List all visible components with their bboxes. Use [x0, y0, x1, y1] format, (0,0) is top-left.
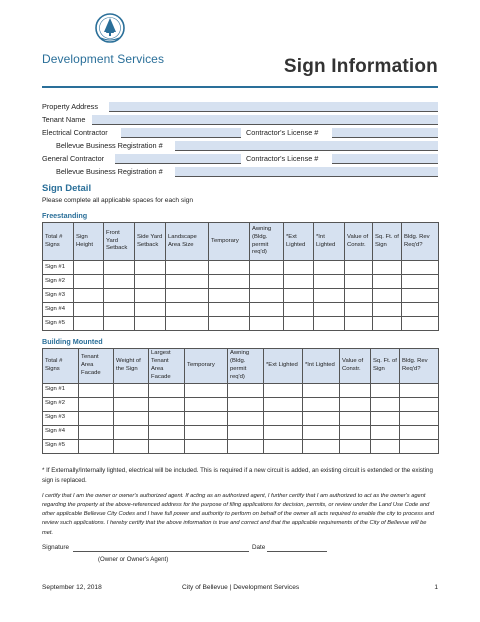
table-cell-input[interactable]	[114, 425, 149, 439]
column-header: Sq. Ft. of Sign	[373, 223, 402, 261]
table-cell-input[interactable]	[284, 275, 314, 289]
table-cell-input[interactable]	[400, 383, 439, 397]
row-label: Sign #3	[43, 289, 74, 303]
table-cell-input[interactable]	[149, 425, 185, 439]
table-cell-input[interactable]	[402, 275, 439, 289]
building-mounted-title: Building Mounted	[42, 337, 103, 346]
table-cell-input[interactable]	[135, 261, 166, 275]
table-cell-input[interactable]	[250, 275, 284, 289]
signature-label: Signature	[42, 544, 69, 551]
table-cell-input[interactable]	[74, 261, 104, 275]
table-cell-input[interactable]	[135, 289, 166, 303]
table-header-row	[43, 349, 439, 384]
column-header: Side Yard Setback	[135, 223, 166, 261]
table-cell-input[interactable]	[345, 317, 373, 331]
table-cell-input[interactable]	[264, 439, 303, 453]
column-header: Largest Tenant Area Facade	[149, 349, 185, 384]
column-header: *Ext Lighted	[264, 349, 303, 384]
lighting-note: * If Externally/Internally lighted, electrical will be included. This is required if a new circuit is added, an existing circuit is extended or the existing sign is replaced.	[42, 467, 433, 484]
table-cell-input[interactable]	[74, 317, 104, 331]
footer-center: City of Bellevue | Development Services	[182, 584, 300, 591]
general-contractor-row	[42, 154, 438, 165]
table-cell-input[interactable]	[264, 425, 303, 439]
table-cell-input[interactable]	[166, 261, 209, 275]
electrical-contractor-label: Electrical Contractor	[42, 128, 108, 137]
table-cell-input[interactable]	[373, 275, 402, 289]
table-cell-input[interactable]	[79, 383, 114, 397]
table-cell-input[interactable]	[74, 289, 104, 303]
column-header: Tenant Area Facade	[79, 349, 114, 384]
row-label: Sign #3	[43, 411, 79, 425]
table-cell-input[interactable]	[228, 411, 264, 425]
contractor-license-field[interactable]	[332, 128, 438, 138]
contractor-license-field[interactable]	[332, 154, 438, 164]
general-contractor-label: General Contractor	[42, 154, 105, 163]
logo	[42, 12, 182, 70]
table-cell-input[interactable]	[114, 439, 149, 453]
column-header: Bldg. Rev Req'd?	[402, 223, 439, 261]
column-header: Temporary	[185, 349, 228, 384]
column-header: *Int Lighted	[303, 349, 340, 384]
table-cell-input[interactable]	[185, 397, 228, 411]
table-cell-input[interactable]	[166, 275, 209, 289]
column-header: Temporary	[209, 223, 250, 261]
table-cell-input[interactable]	[340, 397, 371, 411]
tenant-name-field[interactable]	[92, 115, 438, 125]
table-cell-input[interactable]	[303, 411, 340, 425]
tenant-name-label: Tenant Name	[42, 115, 86, 124]
row-label: Sign #2	[43, 397, 79, 411]
table-cell-input[interactable]	[209, 289, 250, 303]
table-cell-input[interactable]	[314, 317, 345, 331]
table-cell-input[interactable]	[340, 383, 371, 397]
table-cell-input[interactable]	[79, 397, 114, 411]
business-registration-label: Bellevue Business Registration #	[56, 167, 163, 176]
column-header: Total # Signs	[43, 349, 79, 384]
table-cell-input[interactable]	[373, 289, 402, 303]
column-header: Sq. Ft. of Sign	[371, 349, 400, 384]
row-label: Sign #5	[43, 317, 74, 331]
table-cell-input[interactable]	[303, 425, 340, 439]
general-contractor-field[interactable]	[115, 154, 241, 164]
table-cell-input[interactable]	[340, 425, 371, 439]
table-row	[43, 289, 439, 303]
title-divider	[42, 86, 438, 88]
table-cell-input[interactable]	[104, 289, 135, 303]
table-cell-input[interactable]	[149, 411, 185, 425]
table-cell-input[interactable]	[209, 261, 250, 275]
date-field[interactable]	[267, 544, 327, 552]
table-cell-input[interactable]	[135, 275, 166, 289]
table-cell-input[interactable]	[345, 261, 373, 275]
table-cell-input[interactable]	[371, 439, 400, 453]
table-cell-input[interactable]	[104, 275, 135, 289]
property-address-label: Property Address	[42, 102, 98, 111]
table-row	[43, 397, 439, 411]
table-cell-input[interactable]	[400, 397, 439, 411]
table-cell-input[interactable]	[149, 397, 185, 411]
table-row	[43, 275, 439, 289]
building-mounted-table	[42, 348, 439, 454]
page-title: Sign Information	[283, 56, 438, 77]
table-cell-input[interactable]	[314, 303, 345, 317]
table-cell-input[interactable]	[114, 411, 149, 425]
table-cell-input[interactable]	[373, 317, 402, 331]
table-cell-input[interactable]	[185, 383, 228, 397]
table-cell-input[interactable]	[166, 317, 209, 331]
table-cell-input[interactable]	[371, 425, 400, 439]
business-registration-row	[42, 167, 438, 178]
table-cell-input[interactable]	[185, 439, 228, 453]
signature-field[interactable]	[73, 544, 249, 552]
table-cell-input[interactable]	[228, 383, 264, 397]
table-cell-input[interactable]	[104, 261, 135, 275]
table-cell-input[interactable]	[345, 275, 373, 289]
table-cell-input[interactable]	[264, 411, 303, 425]
table-cell-input[interactable]	[400, 439, 439, 453]
table-cell-input[interactable]	[79, 439, 114, 453]
table-row	[43, 425, 439, 439]
table-cell-input[interactable]	[402, 317, 439, 331]
table-cell-input[interactable]	[149, 383, 185, 397]
table-cell-input[interactable]	[250, 317, 284, 331]
table-cell-input[interactable]	[284, 303, 314, 317]
table-cell-input[interactable]	[402, 261, 439, 275]
table-cell-input[interactable]	[400, 425, 439, 439]
city-of-bellevue-seal-icon	[92, 12, 128, 50]
table-row	[43, 439, 439, 453]
table-cell-input[interactable]	[166, 289, 209, 303]
table-cell-input[interactable]	[303, 383, 340, 397]
table-cell-input[interactable]	[371, 383, 400, 397]
table-cell-input[interactable]	[400, 411, 439, 425]
certification-text: I certify that I am the owner or owner's authorized agent. If acting as an authorized agent, I further certify that I am authorized to act as the owner's agent regarding the property at the above-referenced address for the purpose of filing applications for decision, permits, or review under the Land Use Code and other applicable Bellevue City Codes and I have full power and authority to perform on behalf of the owner all acts required to enable the city to process and review such applications. I hereby certify that the above information is true and correct and that the applicable requirements of the City of Bellevue will be met.	[42, 493, 435, 536]
table-cell-input[interactable]	[284, 317, 314, 331]
table-row	[43, 303, 439, 317]
table-cell-input[interactable]	[402, 289, 439, 303]
column-header: *Ext Lighted	[284, 223, 314, 261]
brand-name: Development Services	[42, 52, 165, 66]
table-cell-input[interactable]	[250, 303, 284, 317]
table-cell-input[interactable]	[264, 397, 303, 411]
signature-sublabel: (Owner or Owner's Agent)	[98, 556, 169, 563]
table-row	[43, 383, 439, 397]
property-address-row	[42, 102, 438, 113]
table-cell-input[interactable]	[104, 303, 135, 317]
table-cell-input[interactable]	[284, 261, 314, 275]
table-cell-input[interactable]	[74, 303, 104, 317]
table-cell-input[interactable]	[209, 303, 250, 317]
table-cell-input[interactable]	[149, 439, 185, 453]
table-cell-input[interactable]	[166, 303, 209, 317]
table-cell-input[interactable]	[303, 439, 340, 453]
row-label: Sign #5	[43, 439, 79, 453]
column-header: Landscape Area Size	[166, 223, 209, 261]
column-header: Weight of the Sign	[114, 349, 149, 384]
contractor-license-label: Contractor's License #	[246, 128, 319, 137]
row-label: Sign #4	[43, 303, 74, 317]
table-cell-input[interactable]	[250, 289, 284, 303]
business-registration-field[interactable]	[175, 167, 438, 177]
column-header: Awning (Bldg. permit req'd)	[228, 349, 264, 384]
table-cell-input[interactable]	[74, 275, 104, 289]
table-cell-input[interactable]	[228, 425, 264, 439]
table-cell-input[interactable]	[135, 303, 166, 317]
signature-row	[42, 544, 438, 554]
table-cell-input[interactable]	[185, 411, 228, 425]
table-cell-input[interactable]	[402, 303, 439, 317]
table-cell-input[interactable]	[340, 411, 371, 425]
row-label: Sign #2	[43, 275, 74, 289]
column-header: *Int Lighted	[314, 223, 345, 261]
column-header: Bldg. Rev Req'd?	[400, 349, 439, 384]
business-registration-label: Bellevue Business Registration #	[56, 141, 163, 150]
row-label: Sign #1	[43, 261, 74, 275]
table-cell-input[interactable]	[284, 289, 314, 303]
table-cell-input[interactable]	[314, 275, 345, 289]
column-header: Value of Constr.	[345, 223, 373, 261]
table-cell-input[interactable]	[314, 261, 345, 275]
table-cell-input[interactable]	[79, 411, 114, 425]
contractor-license-label: Contractor's License #	[246, 154, 319, 163]
electrical-contractor-field[interactable]	[121, 128, 241, 138]
column-header: Total # Signs	[43, 223, 74, 261]
business-registration-field[interactable]	[175, 141, 438, 151]
table-row	[43, 261, 439, 275]
table-cell-input[interactable]	[114, 383, 149, 397]
section-subtitle: Please complete all applicable spaces for each sign	[42, 197, 194, 204]
freestanding-table	[42, 222, 439, 331]
table-cell-input[interactable]	[114, 397, 149, 411]
footer-date: September 12, 2018	[42, 584, 102, 591]
table-cell-input[interactable]	[303, 397, 340, 411]
column-header: Value of Constr.	[340, 349, 371, 384]
table-cell-input[interactable]	[209, 317, 250, 331]
table-cell-input[interactable]	[79, 425, 114, 439]
table-cell-input[interactable]	[250, 261, 284, 275]
table-cell-input[interactable]	[373, 303, 402, 317]
date-label: Date	[252, 544, 266, 551]
row-label: Sign #4	[43, 425, 79, 439]
table-cell-input[interactable]	[373, 261, 402, 275]
electrical-contractor-row	[42, 128, 438, 139]
business-registration-row	[42, 141, 438, 152]
table-cell-input[interactable]	[185, 425, 228, 439]
tenant-name-row	[42, 115, 438, 126]
table-cell-input[interactable]	[371, 397, 400, 411]
table-cell-input[interactable]	[104, 317, 135, 331]
row-label: Sign #1	[43, 383, 79, 397]
page-number: 1	[434, 584, 438, 591]
table-cell-input[interactable]	[264, 383, 303, 397]
table-cell-input[interactable]	[371, 411, 400, 425]
table-cell-input[interactable]	[340, 439, 371, 453]
table-cell-input[interactable]	[314, 289, 345, 303]
table-cell-input[interactable]	[135, 317, 166, 331]
table-cell-input[interactable]	[209, 275, 250, 289]
freestanding-title: Freestanding	[42, 211, 88, 220]
column-header: Awning (Bldg. permit req'd)	[250, 223, 284, 261]
property-address-field[interactable]	[109, 102, 438, 112]
column-header: Front Yard Setback	[104, 223, 135, 261]
column-header: Sign Height	[74, 223, 104, 261]
table-cell-input[interactable]	[345, 303, 373, 317]
table-header-row	[43, 223, 439, 261]
table-row	[43, 411, 439, 425]
table-cell-input[interactable]	[228, 439, 264, 453]
section-title: Sign Detail	[42, 183, 92, 194]
table-row	[43, 317, 439, 331]
table-cell-input[interactable]	[228, 397, 264, 411]
table-cell-input[interactable]	[345, 289, 373, 303]
